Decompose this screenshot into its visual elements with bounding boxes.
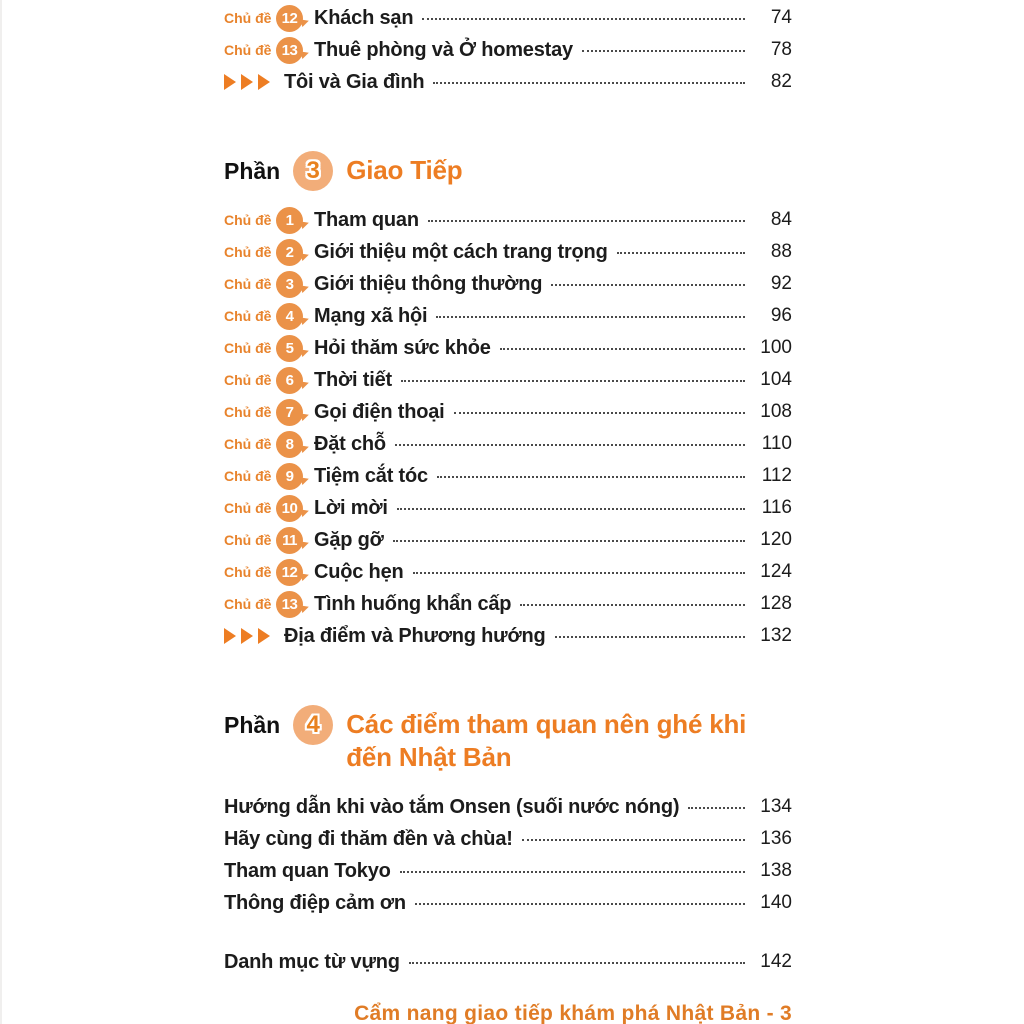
- topic-number-badge: [276, 5, 303, 32]
- topic-number: 11: [282, 531, 297, 549]
- toc-entry-title: Khách sạn: [314, 6, 414, 29]
- page-number: 120: [760, 529, 792, 550]
- topic-number-badge: [276, 591, 303, 618]
- toc-highlight-row: [224, 620, 792, 652]
- toc-entry-title: Tiệm cắt tóc: [314, 464, 428, 487]
- toc-topic-row: [224, 524, 792, 556]
- toc-entry-title: Danh mục từ vựng: [224, 950, 400, 973]
- topic-number-badge: [276, 367, 303, 394]
- topic-number: 4: [285, 307, 294, 325]
- dot-leader: [409, 962, 745, 964]
- dot-leader: [395, 444, 745, 446]
- page-number: 82: [770, 71, 792, 92]
- dot-leader: [413, 572, 745, 574]
- page-number: 138: [760, 860, 792, 881]
- dot-leader: [500, 348, 745, 350]
- toc-topic-row: [224, 332, 792, 364]
- page-number: 116: [761, 497, 792, 518]
- topic-number-badge: [276, 527, 303, 554]
- dot-leader: [397, 508, 745, 510]
- page-number: 140: [760, 892, 792, 913]
- arrow-right-icon: [224, 628, 236, 644]
- dot-leader: [436, 316, 745, 318]
- toc-topic-row: [224, 588, 792, 620]
- page-number: 104: [760, 369, 792, 390]
- topic-number-badge: [276, 335, 303, 362]
- toc-section-3-list: [224, 204, 792, 652]
- toc-plain-row: [224, 791, 792, 823]
- page-number: 108: [760, 401, 792, 422]
- toc-topic-row: [224, 396, 792, 428]
- topic-label: Chủ đề: [224, 308, 272, 324]
- toc-entry-title: Thông điệp cảm ơn: [224, 891, 406, 914]
- topic-number: 12: [281, 9, 298, 27]
- page-number: 74: [770, 7, 792, 28]
- section-heading-phan-3: [224, 151, 792, 191]
- arrow-right-icon: [258, 628, 270, 644]
- toc-entry-title: Hướng dẫn khi vào tắm Onsen (suối nước nóng): [224, 795, 680, 818]
- topic-label: Chủ đề: [224, 276, 272, 292]
- page-number: 100: [760, 337, 792, 358]
- page-number: 124: [760, 561, 792, 582]
- dot-leader: [454, 412, 745, 414]
- topic-number: 13: [281, 595, 298, 613]
- toc-intro-list: [224, 0, 792, 98]
- topic-label: Chủ đề: [224, 564, 272, 580]
- toc-entry-title: Gọi điện thoại: [314, 400, 445, 423]
- topic-number-badge: [276, 463, 303, 490]
- topic-number: 10: [281, 499, 298, 517]
- page-number: 128: [760, 593, 792, 614]
- triple-arrow-icon: [224, 74, 275, 90]
- toc-topic-row: [224, 428, 792, 460]
- topic-number: 13: [281, 41, 298, 59]
- toc-topic-row: [224, 492, 792, 524]
- running-footer-title: Cẩm nang giao tiếp khám phá Nhật Bản - 3: [354, 1002, 792, 1024]
- dot-leader: [551, 284, 745, 286]
- arrow-right-icon: [224, 74, 236, 90]
- toc-topic-row: [224, 268, 792, 300]
- toc-entry-title: Hỏi thăm sức khỏe: [314, 336, 491, 359]
- topic-number-badge: [276, 303, 303, 330]
- toc-highlight-row: [224, 66, 792, 98]
- toc-plain-row: [224, 823, 792, 855]
- dot-leader: [437, 476, 745, 478]
- section-label: Phần: [224, 712, 281, 738]
- topic-number-badge: [276, 399, 303, 426]
- toc-tail-list: [224, 946, 792, 978]
- toc-entry-title: Cuộc hẹn: [314, 560, 404, 583]
- page-number: 132: [760, 625, 792, 646]
- topic-number: 3: [285, 275, 294, 293]
- page-number: 88: [770, 241, 792, 262]
- dot-leader: [433, 82, 745, 84]
- section-title: Giao Tiếp: [346, 155, 463, 185]
- page-number: 110: [761, 433, 792, 454]
- dot-leader: [617, 252, 745, 254]
- dot-leader: [428, 220, 745, 222]
- toc-entry-title: Đặt chỗ: [314, 432, 386, 455]
- toc-entry-title: Tôi và Gia đình: [284, 70, 425, 93]
- page-number: 92: [770, 273, 792, 294]
- section-title: Các điểm tham quan nên ghé khi đến Nhật Bản: [346, 709, 747, 772]
- toc-topic-row: [224, 300, 792, 332]
- dot-leader: [400, 871, 745, 873]
- topic-label: Chủ đề: [224, 532, 272, 548]
- dot-leader: [401, 380, 745, 382]
- toc-entry-title: Giới thiệu một cách trang trọng: [314, 240, 608, 263]
- topic-label: Chủ đề: [224, 10, 272, 26]
- toc-entry-title: Thời tiết: [314, 368, 392, 391]
- topic-label: Chủ đề: [224, 596, 272, 612]
- topic-label: Chủ đề: [224, 42, 272, 58]
- section-number-badge: 3: [293, 151, 333, 191]
- topic-number-badge: [276, 559, 303, 586]
- toc-entry-title: Giới thiệu thông thường: [314, 272, 543, 295]
- topic-number-badge: [276, 431, 303, 458]
- page-number: 96: [770, 305, 792, 326]
- triple-arrow-icon: [224, 628, 275, 644]
- topic-number: 1: [285, 211, 294, 229]
- arrow-right-icon: [241, 628, 253, 644]
- topic-number: 9: [285, 467, 294, 485]
- toc-entry-title: Hãy cùng đi thăm đền và chùa!: [224, 827, 513, 850]
- topic-number: 5: [285, 339, 294, 357]
- dot-leader: [582, 50, 745, 52]
- dot-leader: [393, 540, 745, 542]
- toc-topic-row: [224, 34, 792, 66]
- dot-leader: [520, 604, 745, 606]
- topic-label: Chủ đề: [224, 212, 272, 228]
- topic-number-badge: [276, 207, 303, 234]
- toc-entry-title: Mạng xã hội: [314, 304, 428, 327]
- page-number: 136: [760, 828, 792, 849]
- toc-topic-row: [224, 556, 792, 588]
- dot-leader: [522, 839, 745, 841]
- topic-number: 6: [285, 371, 294, 389]
- toc-topic-row: [224, 204, 792, 236]
- page-number: 112: [761, 465, 792, 486]
- page-number: 78: [770, 39, 792, 60]
- dot-leader: [688, 807, 745, 809]
- topic-label: Chủ đề: [224, 372, 272, 388]
- page-number: 134: [760, 796, 792, 817]
- topic-number-badge: [276, 37, 303, 64]
- topic-label: Chủ đề: [224, 500, 272, 516]
- toc-topic-row: [224, 2, 792, 34]
- page-number: 84: [770, 209, 792, 230]
- topic-label: Chủ đề: [224, 436, 272, 452]
- topic-number: 8: [285, 435, 294, 453]
- section-number-badge: 4: [293, 705, 333, 745]
- toc-topic-row: [224, 236, 792, 268]
- topic-number: 7: [285, 403, 294, 421]
- toc-plain-row: [224, 946, 792, 978]
- topic-number-badge: [276, 271, 303, 298]
- toc-entry-title: Tình huống khẩn cấp: [314, 592, 512, 615]
- topic-number: 2: [285, 243, 294, 261]
- section-label: Phần: [224, 158, 281, 184]
- topic-number-badge: [276, 495, 303, 522]
- toc-content-column: [224, 0, 792, 1024]
- toc-section-4-list: [224, 791, 792, 919]
- dot-leader: [422, 18, 745, 20]
- topic-number-badge: [276, 239, 303, 266]
- toc-entry-title: Thuê phòng và Ở homestay: [314, 38, 573, 61]
- page-number: 142: [760, 951, 792, 972]
- topic-label: Chủ đề: [224, 340, 272, 356]
- toc-plain-row: [224, 855, 792, 887]
- dot-leader: [555, 636, 745, 638]
- toc-entry-title: Gặp gỡ: [314, 528, 384, 551]
- dot-leader: [415, 903, 745, 905]
- toc-entry-title: Tham quan Tokyo: [224, 859, 391, 882]
- topic-number: 12: [281, 563, 298, 581]
- toc-entry-title: Lời mời: [314, 496, 388, 519]
- section-heading-phan-4: [224, 705, 792, 774]
- arrow-right-icon: [258, 74, 270, 90]
- arrow-right-icon: [241, 74, 253, 90]
- topic-label: Chủ đề: [224, 404, 272, 420]
- toc-topic-row: [224, 460, 792, 492]
- toc-entry-title: Tham quan: [314, 208, 419, 231]
- toc-entry-title: Địa điểm và Phương hướng: [284, 624, 546, 647]
- topic-label: Chủ đề: [224, 244, 272, 260]
- topic-label: Chủ đề: [224, 468, 272, 484]
- toc-plain-row: [224, 887, 792, 919]
- toc-topic-row: [224, 364, 792, 396]
